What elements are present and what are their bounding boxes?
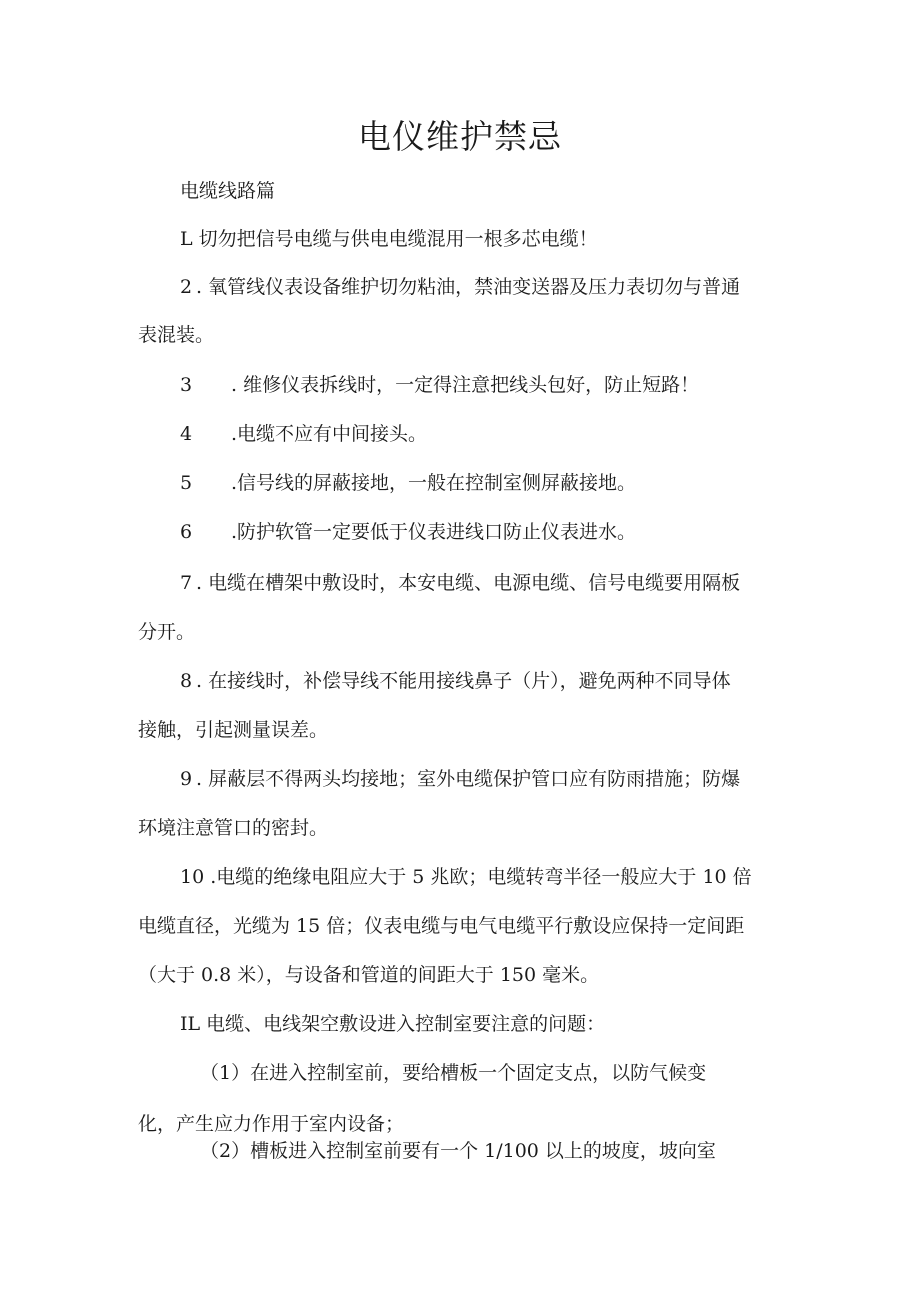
list-item-3 <box>180 372 840 398</box>
list-item-8-line-1 <box>180 668 840 694</box>
sub-item-2: （2）槽板进入控制室前要有一个 1/100 以上的坡度，坡向室 <box>200 1140 716 1162</box>
list-item-1: L 切勿把信号电缆与供电电缆混用一根多芯电缆！ <box>180 228 598 250</box>
list-item-10-line-2: 电缆直径，光缆为 15 倍；仪表电缆与电气电缆平行敷设应保持一定间距 <box>138 915 745 937</box>
item-text: . 屏蔽层不得两头均接地；室外电缆保护管口应有防雨措施；防爆 <box>196 768 741 790</box>
section-heading: 电缆线路篇 <box>180 180 276 202</box>
item-text: . 维修仪表拆线时，一定得注意把线头包好，防止短路！ <box>231 374 700 396</box>
list-item-9-line-2: 环境注意管口的密封。 <box>138 817 329 839</box>
item-number: 6 <box>180 521 193 543</box>
page-title: 电仪维护禁忌 <box>358 117 562 156</box>
item-number: 2 <box>180 276 193 298</box>
list-item-10-line-3: （大于 0.8 米），与设备和管道的间距大于 150 毫米。 <box>138 964 600 986</box>
item-number: 4 <box>180 423 193 445</box>
sub-item-1-line-2: 化，产生应力作用于室内设备； <box>138 1113 405 1135</box>
item-text: .电缆不应有中间接头。 <box>231 423 428 445</box>
list-item-7-line-1 <box>180 570 840 596</box>
list-item-2-line-2: 表混装。 <box>138 324 215 346</box>
item-number: 9 <box>180 768 193 790</box>
list-item-11: IL 电缆、电线架空敷设进入控制室要注意的问题： <box>180 1013 606 1035</box>
list-item-4 <box>180 421 840 447</box>
item-number: 3 <box>180 374 193 396</box>
list-item-5 <box>180 470 840 496</box>
item-number: 5 <box>180 472 193 494</box>
item-text: .防护软管一定要低于仪表进线口防止仪表进水。 <box>231 521 637 543</box>
item-text: . 在接线时，补偿导线不能用接线鼻子（片），避免两种不同导体 <box>196 670 731 692</box>
list-item-7-line-2: 分开。 <box>138 621 196 643</box>
list-item-2-line-1 <box>180 274 840 300</box>
list-item-9-line-1 <box>180 766 840 792</box>
item-text: .信号线的屏蔽接地，一般在控制室侧屏蔽接地。 <box>231 472 637 494</box>
item-text: . 电缆在槽架中敷设时，本安电缆、电源电缆、信号电缆要用隔板 <box>196 572 741 594</box>
item-number: 8 <box>180 670 193 692</box>
item-text: . 氧管线仪表设备维护切勿粘油，禁油变送器及压力表切勿与普通 <box>196 276 741 298</box>
list-item-8-line-2: 接触，引起测量误差。 <box>138 719 329 741</box>
item-number: 7 <box>180 572 193 594</box>
list-item-10-line-1: 10 .电缆的绝缘电阻应大于 5 兆欧；电缆转弯半径一般应大于 10 倍 <box>180 866 752 888</box>
sub-item-1-line-1: （1）在进入控制室前，要给槽板一个固定支点，以防气候变 <box>200 1062 707 1084</box>
list-item-6 <box>180 519 840 545</box>
